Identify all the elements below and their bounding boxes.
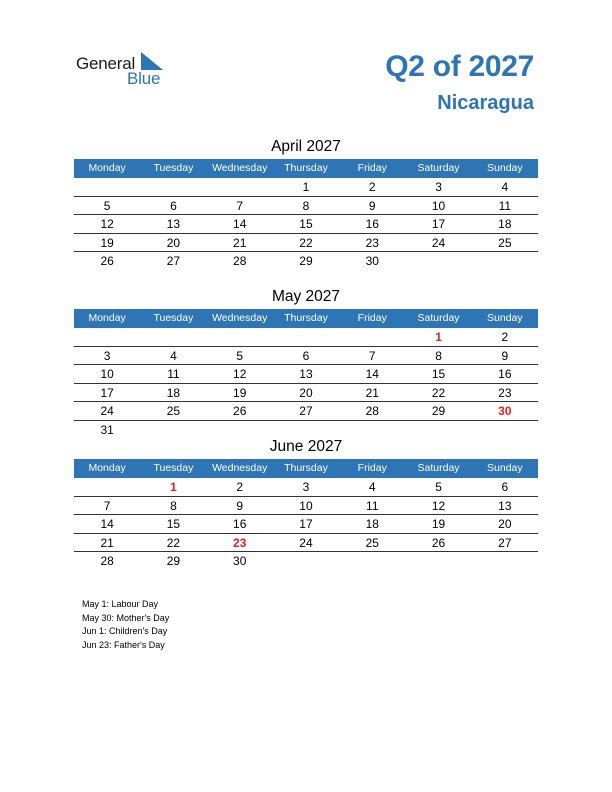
holiday-day-cell: 1 xyxy=(435,330,442,344)
day-cell: 26 xyxy=(431,535,446,550)
day-cell: 14 xyxy=(365,367,379,381)
day-cell: 21 xyxy=(100,535,114,550)
logo-flag-icon xyxy=(141,52,165,70)
week-row xyxy=(74,497,538,516)
day-cell: 16 xyxy=(498,367,512,381)
week-row xyxy=(74,252,538,271)
day-cell: 9 xyxy=(236,498,244,513)
day-cell: 6 xyxy=(170,198,177,213)
weekday-header: Monday xyxy=(88,162,126,174)
page-title: Q2 of 2027 xyxy=(385,50,534,83)
week-row xyxy=(74,402,538,421)
logo xyxy=(76,52,176,88)
day-cell xyxy=(74,328,140,346)
week-row xyxy=(74,515,538,534)
day-cell: 10 xyxy=(299,498,313,513)
day-cell: 28 xyxy=(100,554,114,568)
day-cell: 9 xyxy=(368,198,376,213)
weekday-header-row xyxy=(74,159,538,178)
day-cell: 28 xyxy=(365,404,379,418)
day-cell: 25 xyxy=(166,404,181,418)
day-cell: 23 xyxy=(498,385,512,400)
day-cell: 20 xyxy=(166,235,181,250)
day-cell: 27 xyxy=(166,254,181,268)
day-cell: 2 xyxy=(368,180,376,194)
day-cell: 20 xyxy=(498,517,512,531)
day-cell: 30 xyxy=(365,254,379,268)
weekday-header: Sunday xyxy=(487,162,523,174)
day-cell: 15 xyxy=(166,517,181,531)
day-cell: 2 xyxy=(236,480,244,494)
weekday-header-row xyxy=(74,459,538,478)
weekday-header: Saturday xyxy=(417,462,460,474)
day-cell: 14 xyxy=(100,517,114,531)
month-title: May 2027 xyxy=(271,288,341,305)
day-cell: 4 xyxy=(170,348,177,363)
day-cell: 27 xyxy=(299,404,313,418)
day-cell: 29 xyxy=(431,404,446,418)
day-cell xyxy=(472,252,538,271)
day-cell: 18 xyxy=(166,385,181,400)
day-cell: 3 xyxy=(103,348,111,363)
day-cell: 30 xyxy=(233,554,247,568)
weekday-header: Thursday xyxy=(284,312,328,324)
day-cell: 11 xyxy=(167,367,180,381)
day-cell: 28 xyxy=(233,254,247,268)
week-row xyxy=(74,328,538,347)
weekday-header: Saturday xyxy=(417,312,460,324)
weekday-header: Thursday xyxy=(284,162,328,174)
weekday-header: Friday xyxy=(357,462,387,474)
day-cell: 27 xyxy=(498,535,512,550)
month-calendar xyxy=(74,287,538,439)
day-cell: 5 xyxy=(236,348,244,363)
day-cell: 15 xyxy=(431,367,446,381)
day-cell: 29 xyxy=(299,254,313,268)
weekday-header: Monday xyxy=(88,312,126,324)
day-cell: 26 xyxy=(100,254,114,268)
day-cell: 11 xyxy=(366,498,379,513)
week-row xyxy=(74,534,538,553)
day-cell: 10 xyxy=(100,367,114,381)
day-cell: 7 xyxy=(368,348,376,363)
day-cell: 21 xyxy=(365,385,379,400)
weekday-header: Thursday xyxy=(284,462,328,474)
holiday-day-cell: 30 xyxy=(498,404,512,418)
weekday-header: Tuesday xyxy=(153,162,194,174)
weekday-header: Tuesday xyxy=(153,312,194,324)
weekday-header: Monday xyxy=(88,462,126,474)
day-cell: 12 xyxy=(100,217,114,231)
day-cell: 3 xyxy=(302,480,310,494)
week-row xyxy=(74,365,538,384)
holiday-note: Jun 1: Children's Day xyxy=(82,626,168,636)
day-cell: 15 xyxy=(299,217,313,231)
holiday-note: May 30: Mother's Day xyxy=(82,612,170,623)
day-cell: 13 xyxy=(299,367,313,381)
day-cell: 22 xyxy=(166,535,181,550)
week-row xyxy=(74,478,538,497)
week-row xyxy=(74,347,538,366)
weekday-header: Wednesday xyxy=(212,162,268,174)
day-cell xyxy=(207,178,273,196)
day-cell: 25 xyxy=(498,235,512,250)
weekday-header: Wednesday xyxy=(212,312,268,324)
day-cell xyxy=(207,328,273,346)
day-cell: 18 xyxy=(365,517,379,531)
day-cell: 10 xyxy=(431,198,446,213)
logo-blue-text: Blue xyxy=(127,69,161,88)
holiday-notes xyxy=(82,598,169,652)
weekday-header-row xyxy=(74,309,538,328)
week-row xyxy=(74,234,538,253)
holiday-note: Jun 23: Father's Day xyxy=(82,639,165,650)
day-cell: 9 xyxy=(501,348,509,363)
day-cell: 18 xyxy=(498,217,512,231)
day-cell: 17 xyxy=(299,517,313,531)
weekday-header: Friday xyxy=(357,162,387,174)
day-cell: 4 xyxy=(368,480,376,494)
day-cell: 12 xyxy=(431,498,446,513)
month-title: April 2027 xyxy=(271,138,341,155)
day-cell: 6 xyxy=(501,480,509,494)
day-cell: 7 xyxy=(103,498,111,513)
day-cell xyxy=(140,328,206,346)
month-title: June 2027 xyxy=(269,438,343,455)
week-row xyxy=(74,552,538,571)
weekday-header: Saturday xyxy=(417,162,460,174)
day-cell: 24 xyxy=(431,235,446,250)
week-row xyxy=(74,178,538,197)
day-cell: 8 xyxy=(170,498,177,513)
day-cell: 19 xyxy=(431,517,446,531)
weekday-header: Sunday xyxy=(487,312,523,324)
day-cell xyxy=(472,552,538,571)
day-cell xyxy=(405,552,471,571)
day-cell xyxy=(140,178,206,196)
day-cell: 21 xyxy=(233,235,247,250)
week-row xyxy=(74,384,538,403)
day-cell: 8 xyxy=(302,198,310,213)
day-cell: 12 xyxy=(233,367,247,381)
day-cell: 24 xyxy=(100,404,114,418)
day-cell: 3 xyxy=(435,180,442,194)
day-cell: 5 xyxy=(435,480,442,494)
day-cell: 1 xyxy=(302,180,310,194)
day-cell xyxy=(74,478,140,496)
holiday-day-cell: 23 xyxy=(233,535,247,550)
day-cell xyxy=(74,178,140,196)
logo-general-text: General xyxy=(76,54,136,73)
day-cell: 19 xyxy=(233,385,247,400)
day-cell: 13 xyxy=(498,498,512,513)
day-cell: 7 xyxy=(236,198,244,213)
day-cell: 23 xyxy=(365,235,379,250)
day-cell: 19 xyxy=(100,235,114,250)
week-row xyxy=(74,197,538,216)
day-cell: 26 xyxy=(233,404,247,418)
day-cell: 31 xyxy=(100,422,114,437)
day-cell: 17 xyxy=(100,385,114,400)
day-cell xyxy=(273,328,339,346)
day-cell: 4 xyxy=(501,180,509,194)
country-name: Nicaragua xyxy=(437,92,534,114)
day-cell xyxy=(339,328,405,346)
holiday-day-cell: 1 xyxy=(170,480,177,494)
weekday-header: Sunday xyxy=(487,462,523,474)
day-cell: 22 xyxy=(431,385,446,400)
week-row xyxy=(74,215,538,234)
day-cell: 2 xyxy=(501,330,509,344)
day-cell xyxy=(273,552,339,571)
day-cell: 6 xyxy=(302,348,310,363)
day-cell: 14 xyxy=(233,217,247,231)
day-cell: 25 xyxy=(365,535,379,550)
holiday-note: May 1: Labour Day xyxy=(82,599,159,609)
day-cell: 22 xyxy=(299,235,313,250)
weekday-header: Wednesday xyxy=(212,462,268,474)
day-cell: 17 xyxy=(431,217,446,231)
day-cell xyxy=(339,552,405,571)
day-cell: 24 xyxy=(299,535,313,550)
day-cell: 16 xyxy=(233,517,247,531)
day-cell: 8 xyxy=(435,348,442,363)
weekday-header: Friday xyxy=(357,312,387,324)
day-cell: 5 xyxy=(103,198,111,213)
month-calendar xyxy=(74,437,538,571)
day-cell: 16 xyxy=(365,217,379,231)
day-cell: 20 xyxy=(299,385,313,400)
month-calendar xyxy=(74,137,538,271)
day-cell: 11 xyxy=(498,198,512,213)
day-cell: 13 xyxy=(166,217,181,231)
weekday-header: Tuesday xyxy=(153,462,194,474)
day-cell xyxy=(405,252,471,271)
day-cell: 29 xyxy=(166,554,181,568)
